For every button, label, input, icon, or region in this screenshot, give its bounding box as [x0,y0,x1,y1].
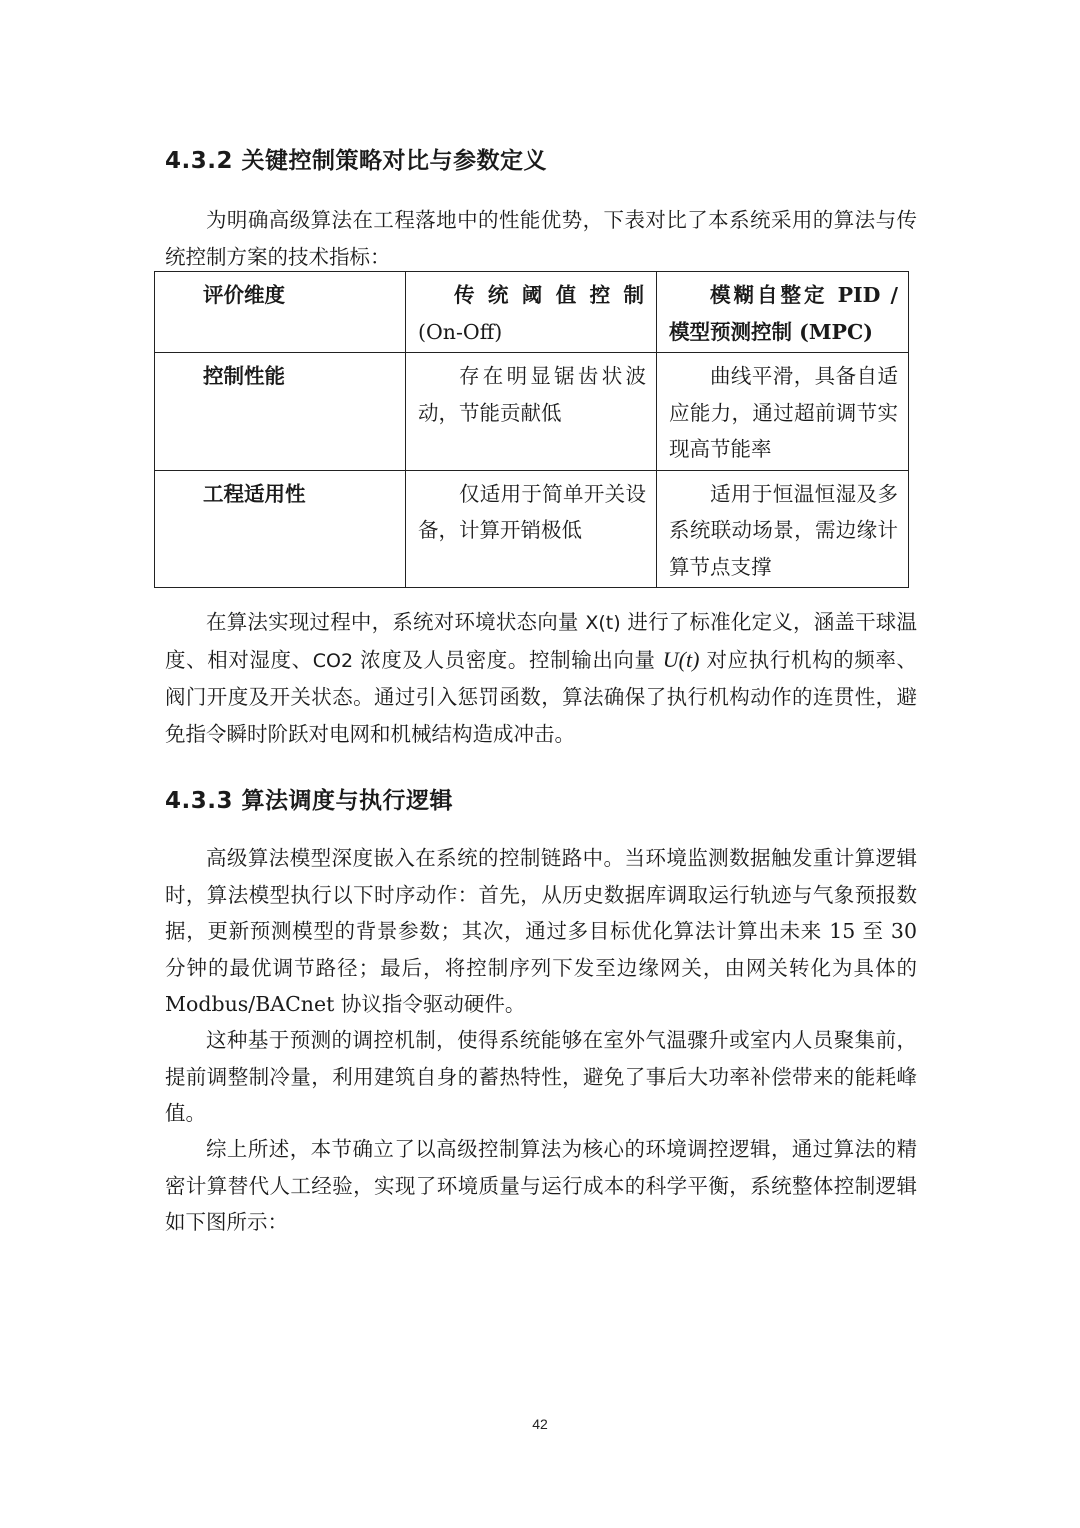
row-dimension [155,353,406,471]
row-advanced [657,353,909,471]
row-traditional [406,353,657,471]
row-advanced [657,470,909,588]
table-row [155,470,909,588]
header-traditional [406,272,657,353]
section-heading-4-3-2: 4.3.2 关键控制策略对比与参数定义 [165,148,547,174]
header-dimension-label: 评价维度 [203,283,285,307]
row-traditional [406,470,657,588]
table-header-row [155,272,909,353]
row-dimension-label: 控制性能 [203,364,285,388]
body-paragraph-2: 这种基于预测的调控机制，使得系统能够在室外气温骤升或室内人员聚集前，提前调整制冷量，利用建筑自身的蓄热特性，避免了事后大功率补偿带来的能耗峰值。 [165,1028,917,1125]
header-traditional-line1: 传统阈值控制 [454,283,646,307]
section-heading-4-3-3: 4.3.3 算法调度与执行逻辑 [165,788,453,814]
co2-term: CO2 [312,649,354,672]
table-row [155,353,909,471]
row-traditional-text: 存在明显锯齿状波动，节能贡献低 [418,364,646,425]
comparison-table [154,271,909,588]
row-advanced-text: 曲线平滑，具备自适应能力，通过超前调节实现高节能率 [669,364,898,461]
header-advanced [657,272,909,353]
page-number: 42 [532,1416,548,1432]
intro-paragraph: 为明确高级算法在工程落地中的性能优势，下表对比了本系统采用的算法与传统控制方案的技术指标： [165,208,917,269]
header-dimension [155,272,406,353]
row-traditional-text: 仅适用于简单开关设备，计算开销极低 [418,481,646,542]
header-advanced-label: 模糊自整定 PID / 模型预测控制 (MPC) [669,283,898,344]
param-text-1: 在算法实现过程中，系统对环境状态向量 [206,610,586,634]
header-traditional-line2: (On-Off) [418,319,503,344]
param-text-3: 浓度及人员密度。控制输出向量 [353,647,663,672]
row-advanced-text: 适用于恒温恒湿及多系统联动场景，需边缘计算节点支撑 [669,481,898,579]
output-vector-symbol: U(t) [662,646,700,672]
row-dimension-label: 工程适用性 [203,481,306,506]
param-text-4: 对应执行机构的频率、阀门开度及开关状态。通过引入惩罚函数，算法确保了执行机构动作的连贯性，避免指令瞬时阶跃对电网和机械结构造成冲击。 [165,647,917,746]
body-paragraph-1: 高级算法模型深度嵌入在系统的控制链路中。当环境监测数据触发重计算逻辑时，算法模型执行以下时序动作：首先，从历史数据库调取运行轨迹与气象预报数据，更新预测模型的背景参数；其次，通过多目标优化算法计算出未来 15 至 30 分钟的最优调节路径；最后，将控制序列下发至边缘网关，由网关转化为具体的 Modbus/BACnet 协议指令驱动硬件。 [165,846,917,1016]
parameter-paragraph [165,604,917,752]
state-vector-symbol: X(t) [585,612,621,634]
body-paragraph-3: 综上所述，本节确立了以高级控制算法为核心的环境调控逻辑，通过算法的精密计算替代人工经验，实现了环境质量与运行成本的科学平衡，系统整体控制逻辑如下图所示： [165,1137,917,1234]
row-dimension [155,470,406,588]
param-text-2: 进行了标准化定义，涵盖干球温度、相对湿度、 [165,610,918,672]
